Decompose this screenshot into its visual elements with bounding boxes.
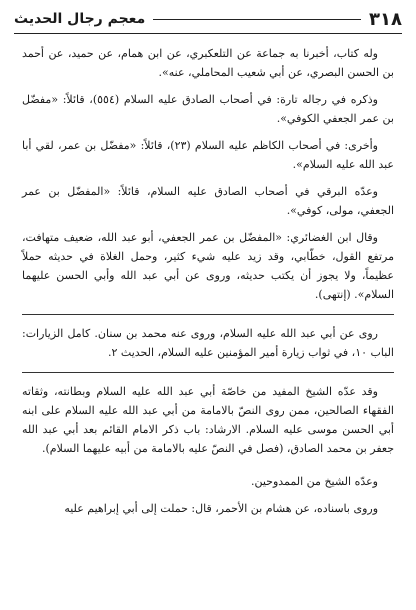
paragraph-mufid: وقد عدّه الشيخ المفيد من خاصّة أبي عبد الله عليه السلام وبطانته، وثقاته الفقهاء الصالحين، ممن روى النصّ بالامامة من أبي عبد الله عليه السلام على ابنه أبي الحسن موسى عليه السلام. الارشاد: باب ذكر الامام القائم بعد أبي عبد الله جعفر بن محمد الصادق، (فصل في النصّ عليه بالامامة من أبيه عليهما السلام). [22, 385, 394, 455]
paragraph-narration: روى عن أبي عبد الله عليه السلام، وروى عنه محمد بن سنان. كامل الزيارات: الباب ١٠، في ثواب زيارة أمير المؤمنين عليه السلام، الحديث ٢. [22, 327, 394, 359]
paragraph-mamduhin: وعدّه الشيخ من الممدوحين. [250, 475, 378, 488]
paragraph-barqi: وعدّه البرقي في أصحاب الصادق عليه السلام، قائلاً: «المفضّل بن عمر الجعفي، مولى، كوفي». [22, 185, 394, 217]
paragraph-hisham: وروى باسناده، عن هشام بن الأحمر، قال: حملت إلى أبي إبراهيم عليه [64, 502, 378, 515]
page-body [22, 44, 394, 518]
page-header [14, 6, 402, 32]
header-rule [153, 19, 361, 20]
header-divider [14, 33, 402, 34]
page-number: ٣١٨ [369, 8, 402, 30]
paragraph-ibn-ghadairi: وقال ابن الغضائري: «المفضّل بن عمر الجعفي، أبو عبد الله، ضعيف متهافت، مرتفع القول، خطّابي، وقد زيد عليه شيء كثير، وحمل الغلاة في حديثه حملاً عظيماً، ولا يجوز أن يكتب حديثه، وروى عن أبي عبد الله وأبي الحسن عليهما السلام». (إنتهى). [22, 231, 394, 301]
paragraph-book-note: وله كتاب، أخبرنا به جماعة عن التلعكبري، عن ابن همام، عن حميد، عن أحمد بن الحسن البصري، عن أبي شعيب المحاملي، عنه». [22, 47, 394, 79]
section-divider [22, 314, 394, 315]
paragraph-rijal-sadiq: وذكره في رجاله تارة: في أصحاب الصادق عليه السلام (٥٥٤)، قائلاً: «مفضّل بن عمر الجعفي الكوفي». [22, 93, 394, 125]
book-title: معجم رجال الحديث [14, 11, 146, 27]
paragraph-rijal-kadhim: وأخرى: في أصحاب الكاظم عليه السلام (٢٣)، قائلاً: «مفضّل بن عمر، لقي أبا عبد الله عليه السلام». [22, 139, 394, 171]
section-divider [22, 372, 394, 373]
